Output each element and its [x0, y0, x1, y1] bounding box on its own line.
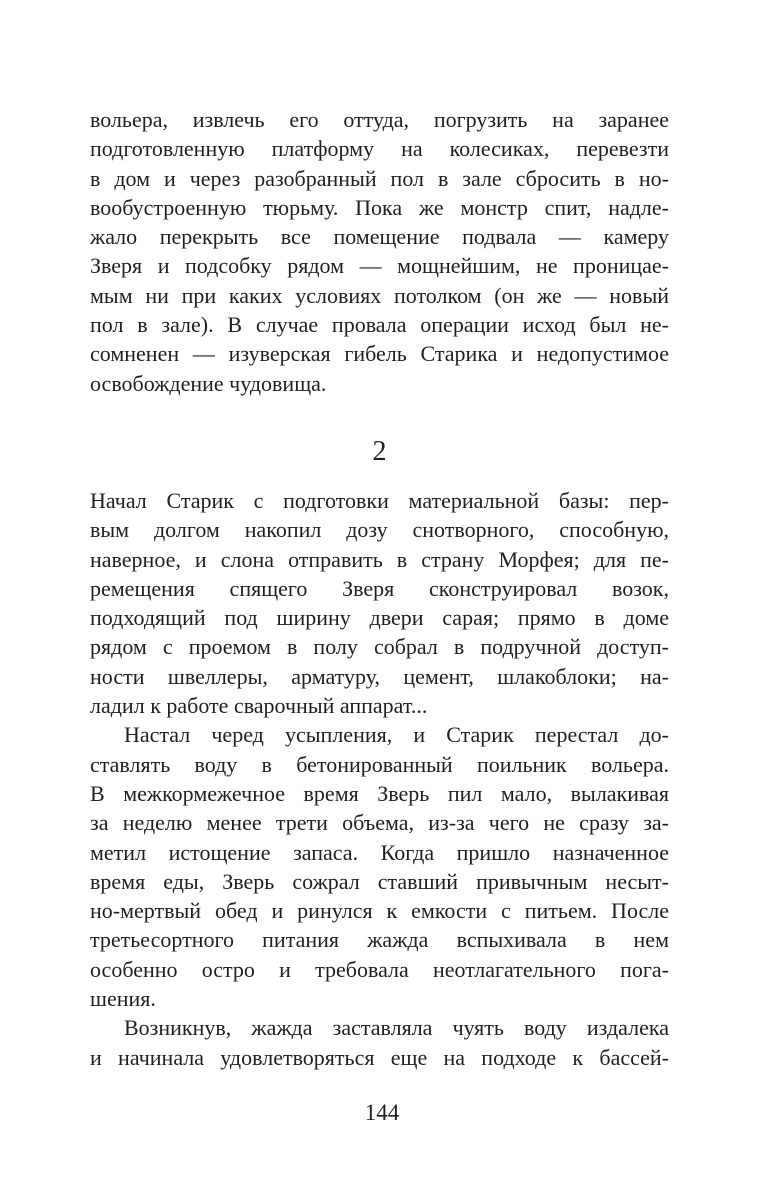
text-line: наверное, и слона отправить в страну Морфея; для пе- [90, 546, 669, 572]
text-line: шения. [90, 986, 156, 1012]
text-line: В межкормежечное время Зверь пил мало, вылакивая [90, 780, 669, 806]
text-line: вольера, извлечь его оттуда, погрузить на заранее [90, 107, 669, 132]
section-heading: 2 [372, 435, 387, 467]
text-line: ставлять воду в бетонированный поильник вольера. [90, 751, 669, 777]
text-line: Возникнув, жажда заставляла чуять воду издалека [124, 1015, 669, 1041]
text-line: сомненен — изуверская гибель Старика и недопустимое [90, 341, 669, 367]
text-line: ладил к работе сварочный аппарат... [90, 693, 428, 719]
text-line: за неделю менее трети объема, из-за чего не сразу за- [90, 810, 669, 836]
text-line: рядом с проемом в полу собрал в подручной доступ- [90, 634, 669, 660]
text-line: в дом и через разобранный пол в зале сбросить в но- [90, 165, 669, 191]
text-line: пол в зале). В случае провала операции исход был не- [90, 312, 669, 338]
paragraph [90, 720, 669, 1013]
text-line: метил истощение запаса. Когда пришло назначенное [90, 839, 669, 865]
paragraph [90, 1013, 669, 1072]
text-line: Настал черед усыпления, и Старик перестал до- [124, 722, 669, 748]
text-line: жало перекрыть все помещение подвала — камеру [90, 224, 669, 250]
text-line: третьесортного питания жажда вспыхивала в нем [90, 927, 669, 953]
paragraph [90, 486, 669, 720]
text-line: вообустроенную тюрьму. Пока же монстр спит, надле- [90, 194, 669, 220]
text-line: мым ни при каких условиях потолком (он же — новый [90, 282, 669, 308]
text-line: освобождение чудовища. [90, 370, 327, 396]
paragraph [90, 105, 669, 398]
text-line: особенно остро и требовала неотлагательного пога- [90, 956, 669, 982]
text-line: Зверя и подсобку рядом — мощнейшим, не проницае- [90, 253, 669, 279]
text-line: но-мертвый обед и ринулся к емкости с питьем. После [90, 898, 669, 924]
page-number: 144 [364, 1100, 400, 1125]
text-line: подготовленную платформу на колесиках, перевезти [90, 136, 669, 162]
text-block [90, 105, 669, 1072]
text-line: время еды, Зверь сожрал ставший привычным несыт- [90, 868, 669, 894]
text-line: подходящий под ширину двери сарая; прямо в доме [90, 605, 669, 631]
text-line: вым долгом накопил дозу снотворного, способную, [90, 517, 669, 543]
text-line: и начинала удовлетворяться еще на подходе к бассей- [90, 1044, 669, 1070]
text-line: ности швеллеры, арматуру, цемент, шлакоблоки; на- [90, 663, 669, 689]
text-line: Начал Старик с подготовки материальной базы: пер- [90, 487, 669, 513]
text-line: ремещения спящего Зверя сконструировал возок, [90, 575, 669, 601]
